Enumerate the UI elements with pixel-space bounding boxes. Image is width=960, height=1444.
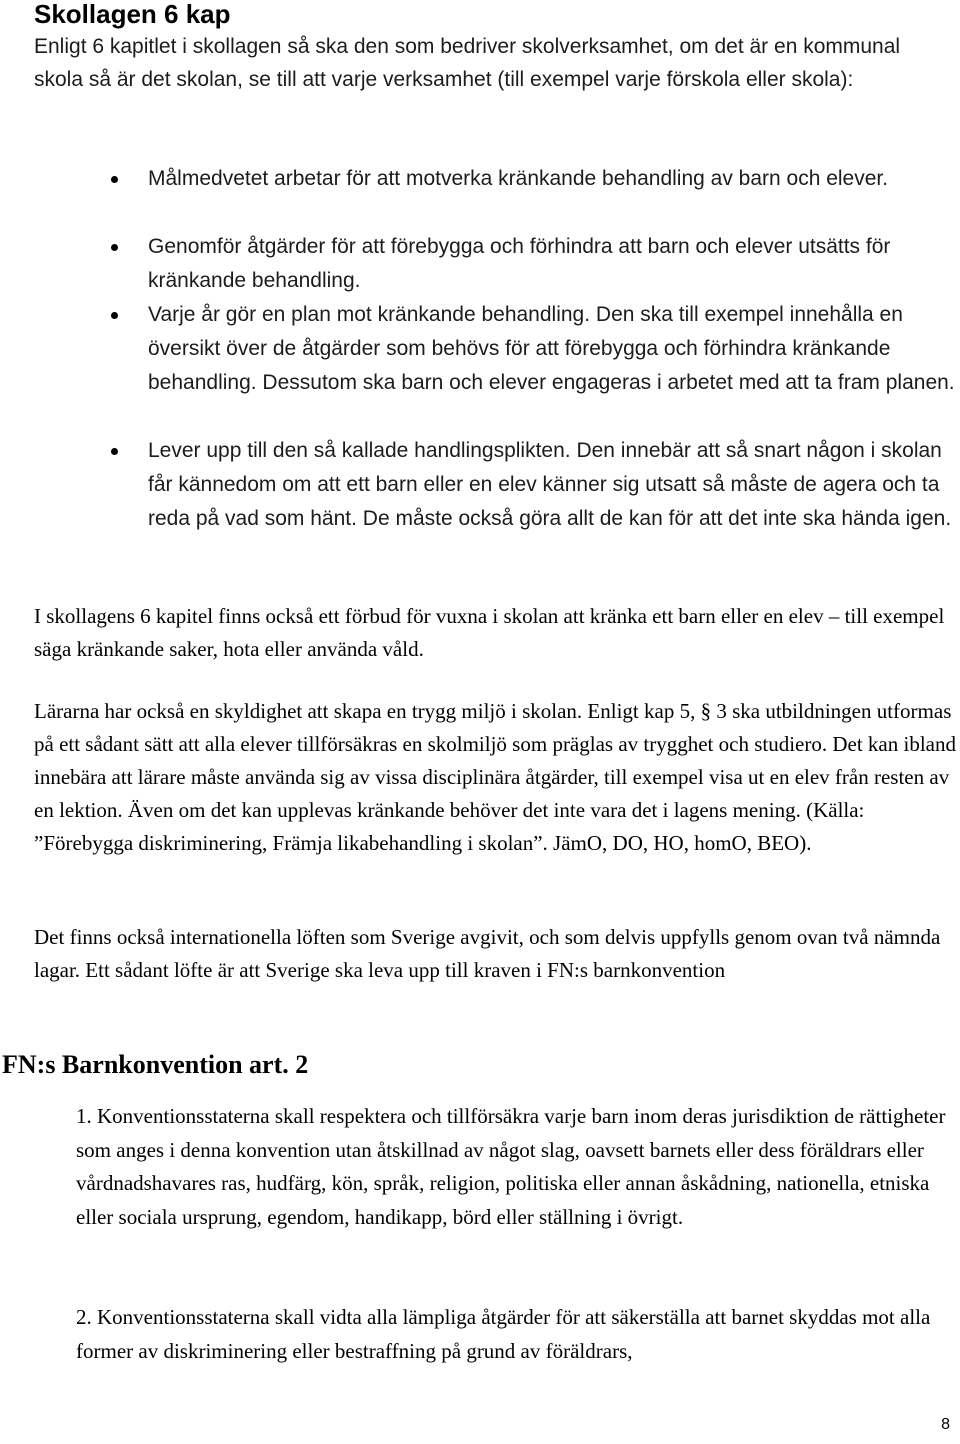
bullet-icon <box>111 448 118 455</box>
paragraph-teachers: Lärarna har också en skyldighet att skapa en trygg miljö i skolan. Enligt kap 5, § 3 ska utbildningen utformas på ett sådant sätt att alla elever tillförsäkras en skolmiljö som präglas av trygghet och studiero. Det kan ibland innebära att lärare måste använda sig av vissa disciplinära åtgärder, till exempel visa ut en elev från resten av en lektion. Även om det kan upplevas kränkande behöver det inte vara det i lagens mening. (Källa: ”Förebygga diskriminering, Främja likabehandling i skolan”. JämO, DO, HO, homO, BEO). <box>34 699 956 855</box>
list-item <box>148 298 958 400</box>
list-item <box>148 230 958 298</box>
list-item-text: Lever upp till den så kallade handlingsplikten. Den innebär att så snart någon i skolan får kännedom om att ett barn eller en elev känner sig utsatt så måste de agera och ta reda på vad som hänt. De måste också göra allt de kan för att det inte ska hända igen. <box>148 439 952 530</box>
list-item-text: Genomför åtgärder för att förebygga och förhindra att barn och elever utsätts för kränkande behandling. <box>148 235 891 292</box>
article-item-1: 1. Konventionsstaterna skall respektera och tillförsäkra varje barn inom deras jurisdiktion de rättigheter som anges i denna konvention utan åtskillnad av något slag, oavsett barnets eller dess föräldrars eller vårdnadshavares ras, hudfärg, kön, språk, religion, politiska eller annan åskådning, nationella, etniska eller sociala ursprung, egendom, handikapp, börd eller ställning i övrigt. <box>76 1104 946 1229</box>
page-number: 8 <box>941 1416 950 1433</box>
paragraph-international: Det finns också internationella löften som Sverige avgivit, och som delvis uppfylls genom ovan två nämnda lagar. Ett sådant löfte är att Sverige ska leva upp till kraven i FN:s barnkonvention <box>34 925 941 982</box>
bullet-icon <box>111 312 118 319</box>
convention-heading: FN:s Barnkonvention art. 2 <box>2 1050 309 1079</box>
intro-paragraph: Enligt 6 kapitlet i skollagen så ska den som bedriver skolverksamhet, om det är en kommunal skola så är det skolan, se till att varje verksamhet (till exempel varje förskola eller skola): <box>34 35 901 91</box>
article-item-2: 2. Konventionsstaterna skall vidta alla lämpliga åtgärder för att säkerställa att barnet skyddas mot alla former av diskriminering eller bestraffning på grund av föräldrars, <box>76 1305 931 1363</box>
bullet-icon <box>111 176 118 183</box>
list-item-text: Varje år gör en plan mot kränkande behandling. Den ska till exempel innehålla en översikt över de åtgärder som behövs för att förebygga och förhindra kränkande behandling. Dessutom ska barn och elever engageras i arbetet med att ta fram planen. <box>148 303 955 394</box>
list-item-text: Målmedvetet arbetar för att motverka kränkande behandling av barn och elever. <box>148 167 889 190</box>
section-heading: Skollagen 6 kap <box>34 0 231 29</box>
list-item <box>148 434 958 536</box>
bullet-icon <box>111 244 118 251</box>
paragraph-prohibition: I skollagens 6 kapitel finns också ett förbud för vuxna i skolan att kränka ett barn eller en elev – till exempel säga kränkande saker, hota eller använda våld. <box>34 604 945 661</box>
list-item <box>148 162 958 196</box>
